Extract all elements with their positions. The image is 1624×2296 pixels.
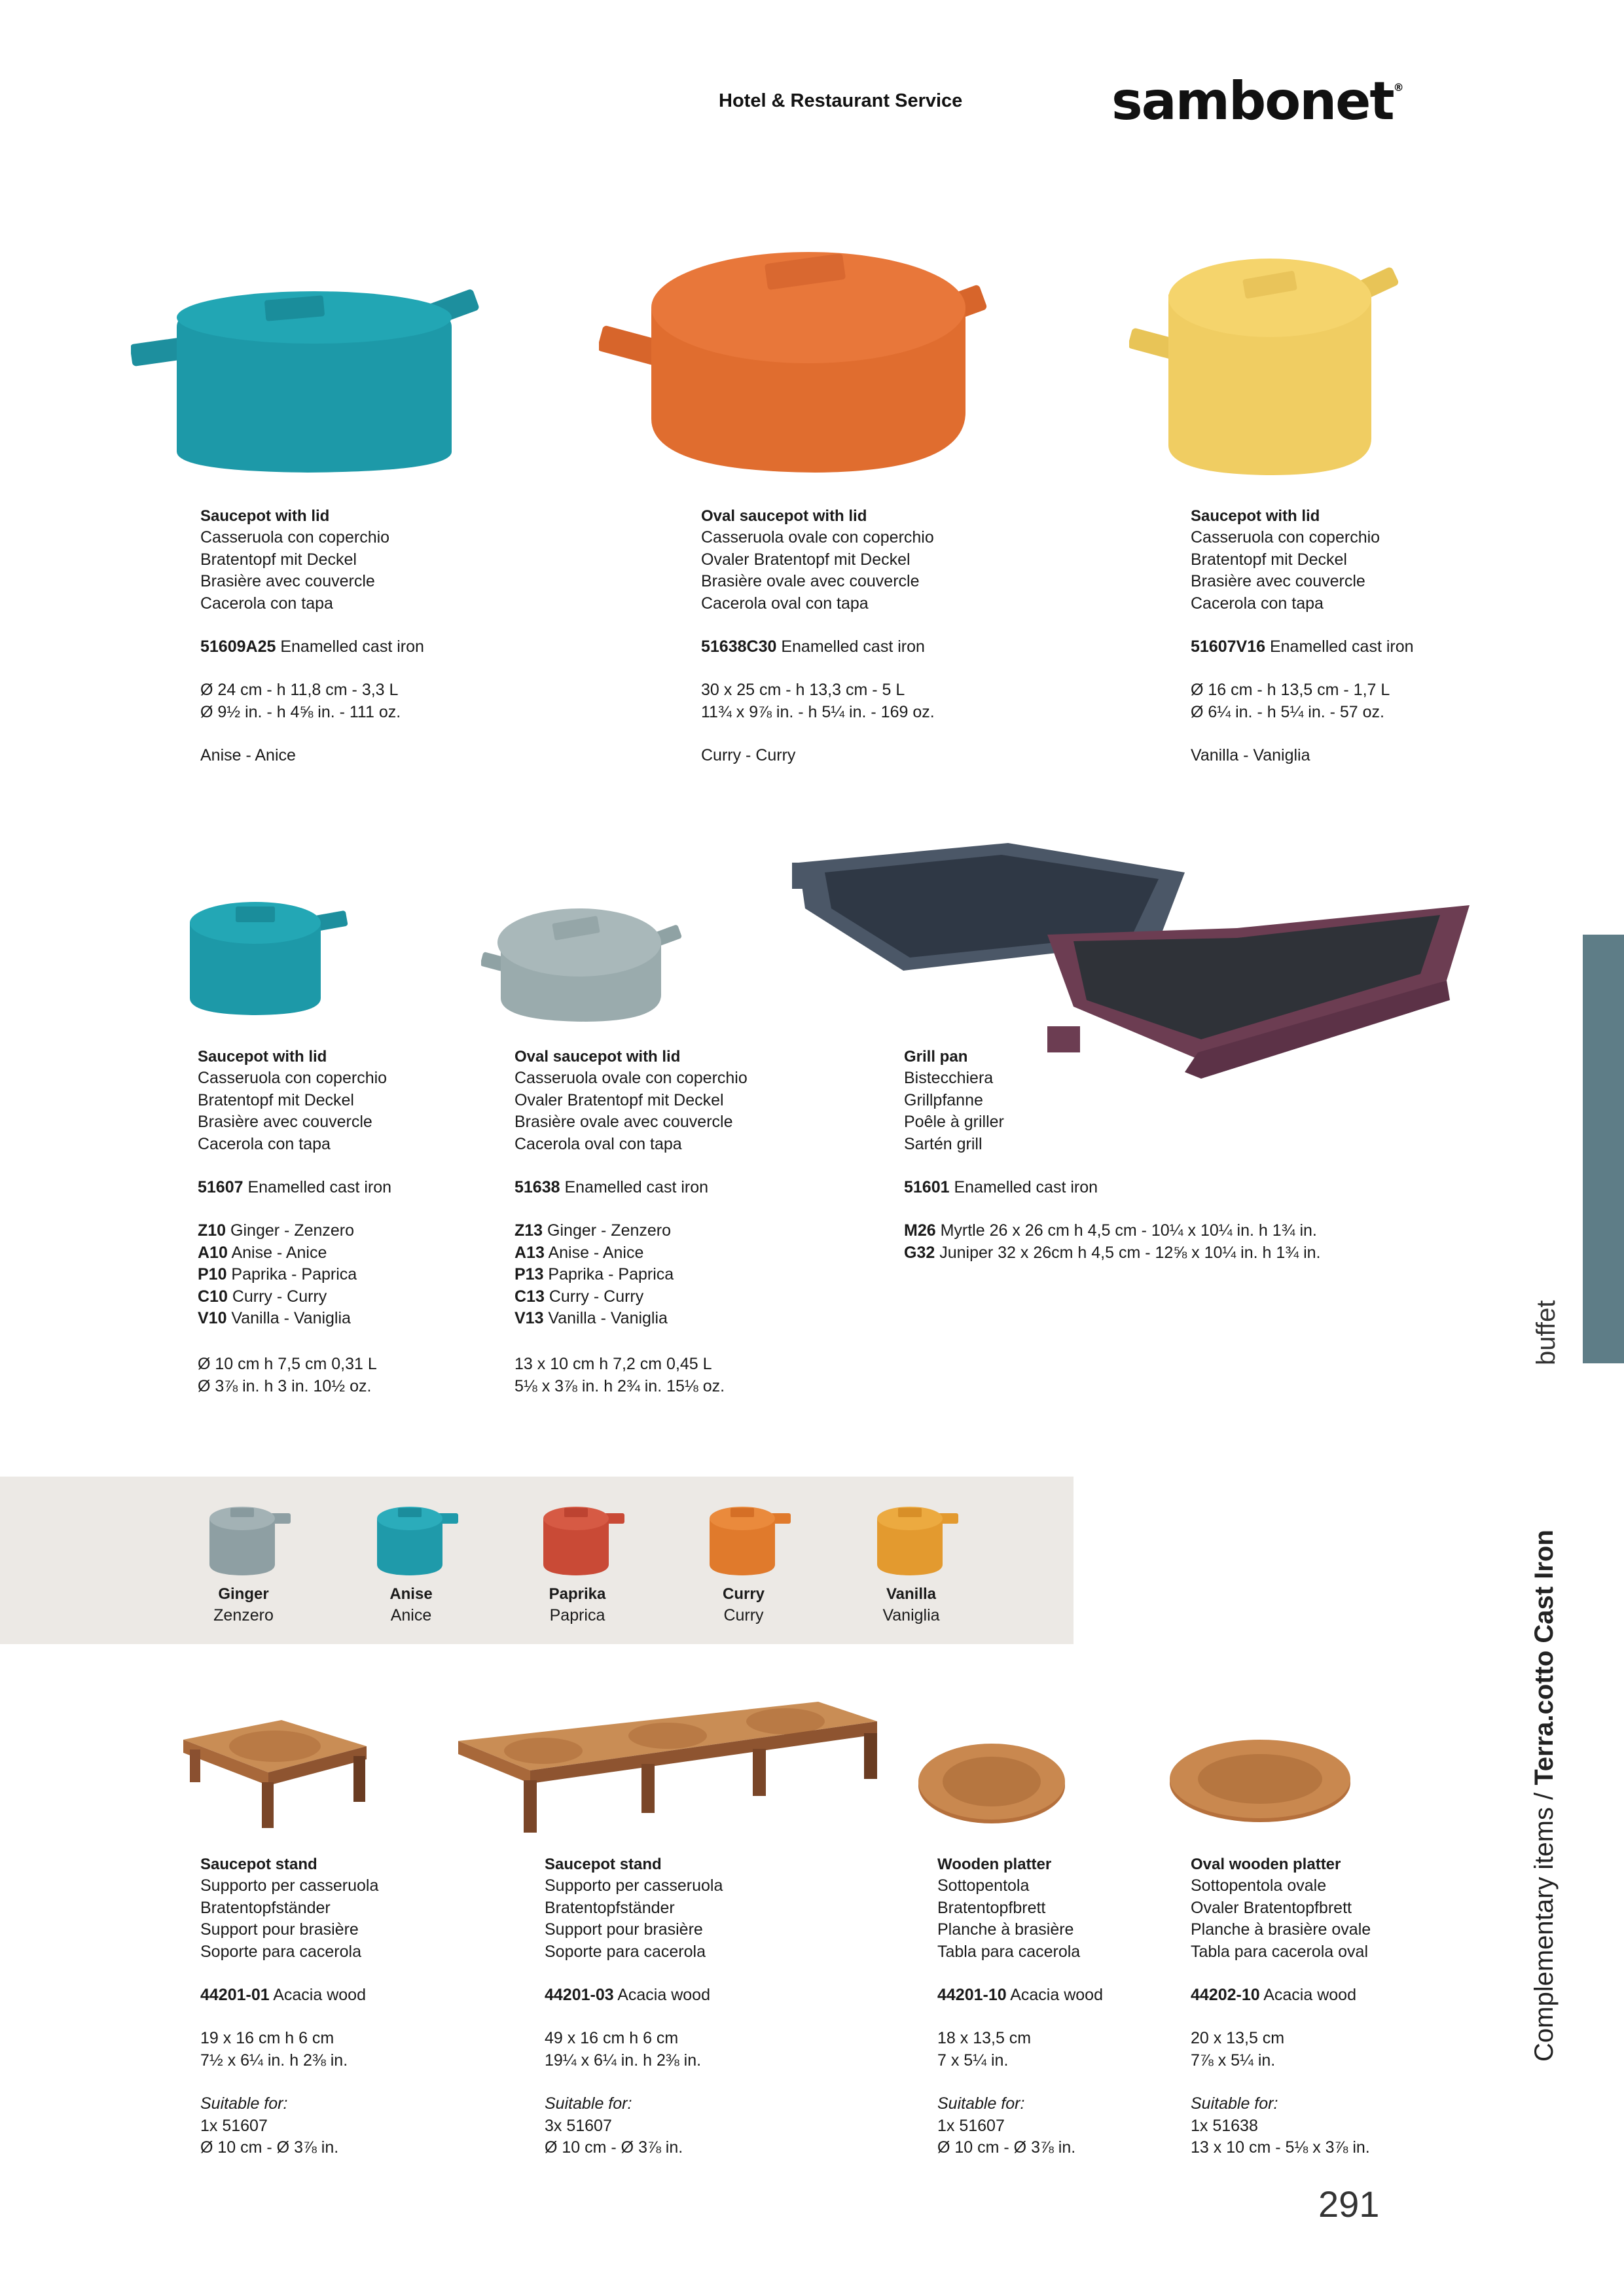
swatch-translation: Curry	[723, 1606, 764, 1624]
suitable-for-item: 1x 51607	[200, 2116, 268, 2135]
product-code: 51601	[904, 1178, 950, 1197]
variant-text: Myrtle 26 x 26 cm h 4,5 cm - 10¼ x 10¼ in. h 1¾ in.	[935, 1221, 1317, 1240]
product-code-line	[1191, 636, 1414, 658]
product-translation: Brasière avec couvercle	[200, 572, 375, 591]
variant-text: Paprika - Paprica	[543, 1265, 674, 1284]
variant-text: Curry - Curry	[227, 1287, 327, 1306]
product-translation: Brasière ovale avec couvercle	[701, 572, 920, 591]
variant-text: Vanilla - Vaniglia	[543, 1309, 668, 1328]
variant-code: V10	[198, 1309, 227, 1328]
product-dimensions: 5⅛ x 3⅞ in. h 2¾ in. 15⅛ oz.	[514, 1376, 725, 1395]
swatch-name: Anise	[389, 1585, 433, 1603]
section-title: Complementary items / Terra.cotto Cast Iron	[1530, 1530, 1559, 2062]
swatch-vanilla	[833, 1499, 990, 1626]
product-material: Enamelled cast iron	[776, 637, 925, 656]
product-dimensions: 49 x 16 cm h 6 cm	[545, 2029, 679, 2048]
product-saucepot-anise	[200, 505, 424, 767]
swatch-anise	[333, 1499, 490, 1626]
product-code: 44202-10	[1191, 1986, 1260, 2005]
product-code-line	[545, 1984, 723, 2006]
paprika-pot-icon	[525, 1499, 630, 1577]
product-translation: Supporto per casseruola	[200, 1876, 379, 1895]
saucepot-stand-triple-image	[452, 1689, 884, 1852]
product-name: Oval saucepot with lid	[514, 1048, 681, 1066]
swatch-translation: Vaniglia	[882, 1606, 940, 1624]
product-material: Enamelled cast iron	[276, 637, 424, 656]
product-wooden-platter	[937, 1854, 1103, 2159]
product-name: Saucepot with lid	[1191, 507, 1320, 525]
product-translation: Poêle à griller	[904, 1113, 1004, 1132]
product-dimensions: 7 x 5¼ in.	[937, 2051, 1009, 2070]
variant-line	[904, 1242, 1320, 1264]
variant-line	[198, 1264, 391, 1285]
product-translation: Bratentopf mit Deckel	[200, 550, 357, 569]
product-oval-wooden-platter	[1191, 1854, 1371, 2159]
product-dimensions: 13 x 10 cm h 7,2 cm 0,45 L	[514, 1355, 712, 1374]
curry-pot-icon	[691, 1499, 796, 1577]
product-dimensions: 19¼ x 6¼ in. h 2⅜ in.	[545, 2051, 702, 2070]
variant-text: Anise - Anice	[544, 1243, 644, 1262]
product-material: Acacia wood	[1259, 1986, 1356, 2005]
product-code-line	[701, 636, 935, 658]
product-name: Wooden platter	[937, 1856, 1052, 1873]
saucepot-stand-small-image	[170, 1700, 386, 1838]
product-dimensions: Ø 10 cm h 7,5 cm 0,31 L	[198, 1355, 377, 1374]
suitable-for-size: Ø 10 cm - Ø 3⅞ in.	[545, 2138, 683, 2157]
orange-oval-saucepot-image	[599, 223, 992, 484]
product-name: Oval wooden platter	[1191, 1856, 1341, 1873]
product-material: Enamelled cast iron	[1265, 637, 1414, 656]
variant-line	[514, 1264, 748, 1285]
variant-line	[198, 1220, 391, 1242]
product-translation: Supporto per casseruola	[545, 1876, 723, 1895]
suitable-for-size: Ø 10 cm - Ø 3⅞ in.	[937, 2138, 1076, 2157]
product-translation: Brasière avec couvercle	[1191, 572, 1365, 591]
product-translation: Planche à brasière ovale	[1191, 1920, 1371, 1939]
product-translation: Tabla para cacerola oval	[1191, 1942, 1368, 1961]
variant-code: C13	[514, 1287, 545, 1306]
product-translation: Casseruola con coperchio	[1191, 528, 1380, 547]
product-code: 51609A25	[200, 637, 276, 656]
oval-wooden-platter-image	[1162, 1728, 1358, 1833]
teal-saucepot-image	[131, 268, 497, 484]
suitable-for-item: 3x 51607	[545, 2116, 612, 2135]
variant-code: A10	[198, 1243, 228, 1262]
product-dimensions: 11¾ x 9⅞ in. - h 5¼ in. - 169 oz.	[701, 702, 935, 721]
anise-pot-icon	[359, 1499, 463, 1577]
product-code-line	[937, 1984, 1103, 2006]
product-code: 51607V16	[1191, 637, 1266, 656]
product-translation: Ovaler Bratentopf mit Deckel	[514, 1090, 724, 1109]
product-code-line	[514, 1177, 748, 1198]
variant-line	[198, 1286, 391, 1308]
product-translation: Cacerola oval con tapa	[701, 594, 869, 613]
product-color: Vanilla - Vaniglia	[1191, 746, 1310, 765]
product-color: Anise - Anice	[200, 746, 296, 765]
section-tab	[1583, 935, 1624, 1363]
variant-text: Paprika - Paprica	[226, 1265, 357, 1284]
variant-code: Z10	[198, 1221, 226, 1240]
swatch-paprika	[499, 1499, 656, 1626]
product-code: 44201-01	[200, 1986, 270, 2005]
variant-line	[514, 1308, 748, 1329]
suitable-for-size: 13 x 10 cm - 5⅛ x 3⅞ in.	[1191, 2138, 1370, 2157]
variant-code: A13	[514, 1243, 545, 1262]
product-color: Curry - Curry	[701, 746, 796, 765]
product-translation: Casseruola con coperchio	[200, 528, 390, 547]
product-small-saucepot	[198, 1046, 391, 1397]
variant-text: Curry - Curry	[544, 1287, 644, 1306]
product-code-line	[1191, 1984, 1371, 2006]
variant-code: P13	[514, 1265, 544, 1284]
product-dimensions: 19 x 16 cm h 6 cm	[200, 2029, 334, 2048]
product-translation: Sottopentola	[937, 1876, 1030, 1895]
small-teal-saucepot-image	[183, 893, 353, 1018]
product-saucepot-vanilla	[1191, 505, 1414, 767]
product-translation: Ovaler Bratentopf mit Deckel	[701, 550, 911, 569]
product-dimensions: Ø 3⅞ in. h 3 in. 10½ oz.	[198, 1376, 372, 1395]
product-translation: Bratentopf mit Deckel	[198, 1090, 354, 1109]
swatch-name: Curry	[722, 1585, 765, 1603]
product-dimensions: Ø 24 cm - h 11,8 cm - 3,3 L	[200, 681, 399, 700]
variant-text: Ginger - Zenzero	[226, 1221, 355, 1240]
page-number: 291	[1318, 2183, 1380, 2225]
product-material: Enamelled cast iron	[243, 1178, 392, 1197]
product-translation: Brasière avec couvercle	[198, 1113, 372, 1132]
product-dimensions: Ø 16 cm - h 13,5 cm - 1,7 L	[1191, 681, 1390, 700]
product-translation: Bratentopfständer	[200, 1898, 331, 1917]
suitable-for-item: 1x 51638	[1191, 2116, 1258, 2135]
brand-logo: sambonet®	[1111, 71, 1403, 132]
swatch-curry	[665, 1499, 822, 1626]
suitable-for-label: Suitable for:	[1191, 2094, 1278, 2113]
swatch-translation: Paprica	[549, 1606, 605, 1624]
product-translation: Sottopentola ovale	[1191, 1876, 1327, 1895]
product-translation: Bratentopf mit Deckel	[1191, 550, 1347, 569]
variant-text: Ginger - Zenzero	[543, 1221, 672, 1240]
product-name: Grill pan	[904, 1048, 968, 1066]
variant-line	[514, 1286, 748, 1308]
product-translation: Cacerola con tapa	[200, 594, 333, 613]
product-dimensions: 20 x 13,5 cm	[1191, 2029, 1285, 2048]
product-translation: Brasière ovale avec couvercle	[514, 1113, 733, 1132]
product-dimensions: 7½ x 6¼ in. h 2⅜ in.	[200, 2051, 348, 2070]
product-name: Saucepot stand	[200, 1856, 317, 1873]
product-translation: Bratentopfständer	[545, 1898, 675, 1917]
product-translation: Bistecchiera	[904, 1069, 994, 1088]
category-label: buffet	[1532, 1300, 1561, 1365]
product-translation: Casseruola con coperchio	[198, 1069, 388, 1088]
suitable-for-label: Suitable for:	[937, 2094, 1025, 2113]
product-dimensions: Ø 6¼ in. - h 5¼ in. - 57 oz.	[1191, 702, 1384, 721]
variant-line	[198, 1308, 391, 1329]
product-translation: Sartén grill	[904, 1134, 983, 1153]
product-translation: Cacerola oval con tapa	[514, 1134, 682, 1153]
product-translation: Casseruola ovale con coperchio	[514, 1069, 748, 1088]
product-dimensions: 18 x 13,5 cm	[937, 2029, 1032, 2048]
product-translation: Support pour brasière	[545, 1920, 703, 1939]
variant-code: M26	[904, 1221, 936, 1240]
product-translation: Soporte para cacerola	[200, 1942, 361, 1961]
yellow-saucepot-image	[1129, 249, 1404, 484]
product-name: Saucepot stand	[545, 1856, 662, 1873]
variant-text: Juniper 32 x 26cm h 4,5 cm - 12⅝ x 10¼ in. h 1¾ in.	[935, 1243, 1321, 1262]
product-oval-saucepot-curry	[701, 505, 935, 767]
swatch-ginger	[165, 1499, 322, 1626]
product-code: 51607	[198, 1178, 244, 1197]
suitable-for-label: Suitable for:	[200, 2094, 288, 2113]
swatch-translation: Zenzero	[213, 1606, 274, 1624]
product-code-line	[200, 1984, 378, 2006]
product-code: 51638C30	[701, 637, 777, 656]
variant-line	[198, 1242, 391, 1264]
product-code-line	[198, 1177, 391, 1198]
product-translation: Support pour brasière	[200, 1920, 359, 1939]
product-grill-pan	[904, 1046, 1320, 1264]
variant-code: V13	[514, 1309, 544, 1328]
vanilla-pot-icon	[859, 1499, 964, 1577]
product-code-line	[200, 636, 424, 658]
product-translation: Casseruola ovale con coperchio	[701, 528, 934, 547]
wooden-platter-image	[910, 1734, 1074, 1833]
suitable-for-label: Suitable for:	[545, 2094, 632, 2113]
product-code-line	[904, 1177, 1320, 1198]
suitable-for-size: Ø 10 cm - Ø 3⅞ in.	[200, 2138, 339, 2157]
product-small-oval-saucepot	[514, 1046, 748, 1397]
product-translation: Cacerola con tapa	[198, 1134, 331, 1153]
swatch-name: Vanilla	[886, 1585, 937, 1603]
product-translation: Grillpfanne	[904, 1090, 983, 1109]
product-material: Enamelled cast iron	[560, 1178, 709, 1197]
product-name: Oval saucepot with lid	[701, 507, 867, 525]
product-dimensions: 30 x 25 cm - h 13,3 cm - 5 L	[701, 681, 905, 700]
swatch-name: Paprika	[549, 1585, 606, 1603]
product-code: 44201-10	[937, 1986, 1007, 2005]
product-translation: Tabla para cacerola	[937, 1942, 1081, 1961]
product-saucepot-stand-single	[200, 1854, 378, 2159]
product-dimensions: 7⅞ x 5¼ in.	[1191, 2051, 1276, 2070]
product-translation: Planche à brasière	[937, 1920, 1074, 1939]
product-material: Acacia wood	[269, 1986, 366, 2005]
variant-code: G32	[904, 1243, 935, 1262]
variant-text: Anise - Anice	[227, 1243, 327, 1262]
variant-line	[514, 1220, 748, 1242]
variant-code: P10	[198, 1265, 227, 1284]
header-service-title: Hotel & Restaurant Service	[719, 90, 963, 111]
variant-text: Vanilla - Vaniglia	[226, 1309, 351, 1328]
suitable-for-item: 1x 51607	[937, 2116, 1005, 2135]
ginger-pot-icon	[191, 1499, 296, 1577]
product-code: 51638	[514, 1178, 560, 1197]
product-dimensions: Ø 9½ in. - h 4⅝ in. - 111 oz.	[200, 702, 401, 721]
swatch-name: Ginger	[218, 1585, 269, 1603]
variant-code: C10	[198, 1287, 228, 1306]
variant-line	[514, 1242, 748, 1264]
product-translation: Soporte para cacerola	[545, 1942, 706, 1961]
swatch-translation: Anice	[390, 1606, 432, 1624]
product-name: Saucepot with lid	[198, 1048, 327, 1066]
variant-line	[904, 1220, 1320, 1242]
product-material: Acacia wood	[613, 1986, 710, 2005]
product-material: Enamelled cast iron	[949, 1178, 1098, 1197]
product-translation: Bratentopfbrett	[937, 1898, 1046, 1917]
product-translation: Cacerola con tapa	[1191, 594, 1324, 613]
product-name: Saucepot with lid	[200, 507, 330, 525]
product-saucepot-stand-triple	[545, 1854, 723, 2159]
product-material: Acacia wood	[1006, 1986, 1103, 2005]
small-ginger-oval-saucepot-image	[481, 893, 684, 1024]
product-code: 44201-03	[545, 1986, 614, 2005]
product-translation: Ovaler Bratentopfbrett	[1191, 1898, 1352, 1917]
variant-code: Z13	[514, 1221, 543, 1240]
